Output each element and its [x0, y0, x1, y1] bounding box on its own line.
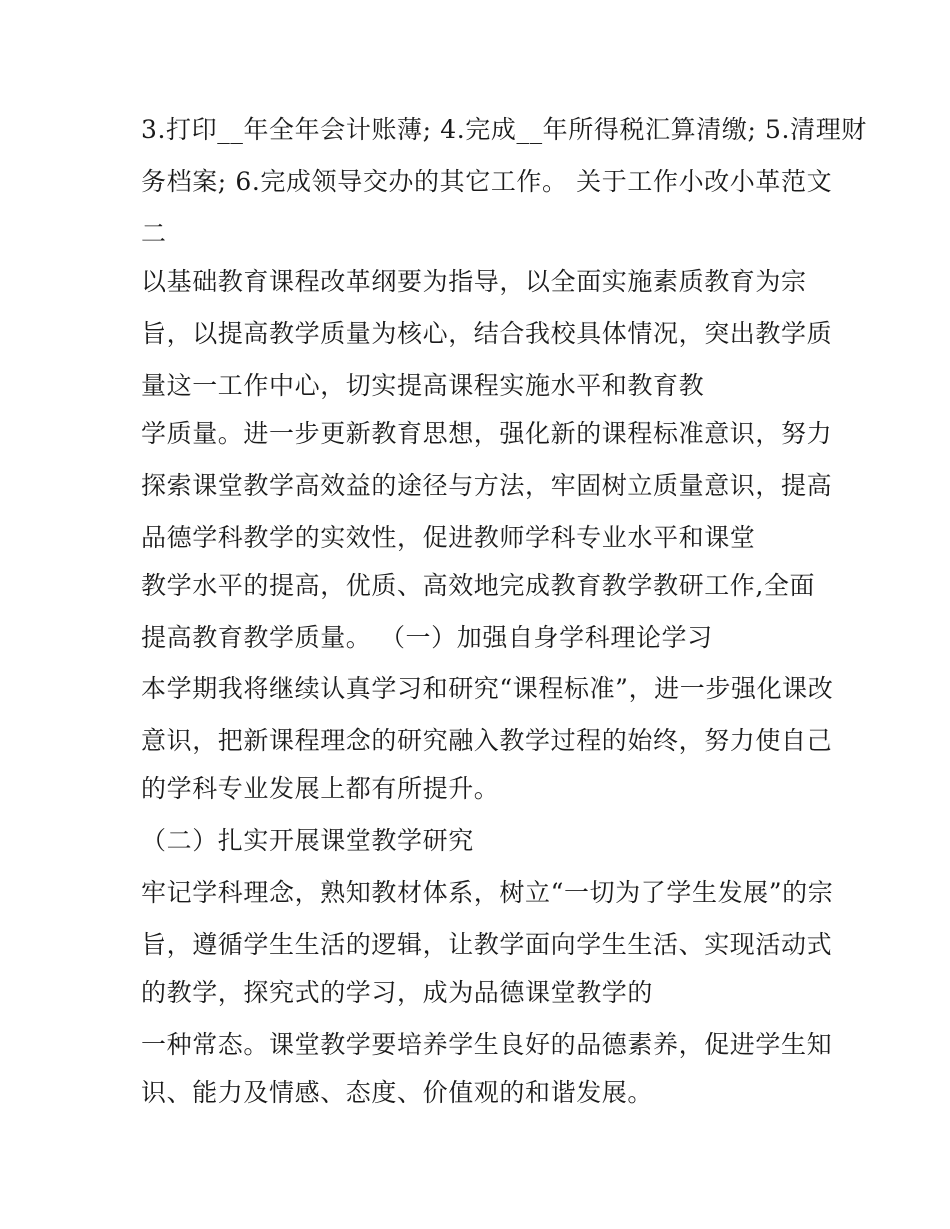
text-line: 的学科专业发展上都有所提升。 — [141, 774, 500, 803]
text-line: 品德学科教学的实效性，促进教师学科专业水平和课堂 — [141, 523, 756, 552]
text-line: 本学期我将继续认真学习和研究“课程标准”，进一步强化课改 — [141, 674, 834, 703]
text-line: 一种常态。课堂教学要培养学生良好的品德素养，促进学生知 — [141, 1030, 833, 1059]
section-heading: （二）扎实开展课堂教学研究 — [141, 826, 474, 855]
text-line: 探索课堂教学高效益的途径与方法，牢固树立质量意识，提高 — [141, 471, 833, 500]
text-line: 务档案; 6.完成领导交办的其它工作。 关于工作小改小革范文 — [141, 167, 833, 196]
text-line: 以基础教育课程改革纲要为指导，以全面实施素质教育为宗 — [141, 267, 807, 296]
text-line: 识、能力及情感、态度、价值观的和谐发展。 — [141, 1078, 654, 1107]
text-line: 旨，遵循学生生活的逻辑，让教学面向学生生活、实现活动式 — [141, 930, 833, 959]
text-line: 3.打印__年全年会计账薄; 4.完成__年所得税汇算清缴; 5.清理财 — [141, 115, 867, 144]
text-line: 教学水平的提高，优质、高效地完成教育教学教研工作,全面 — [141, 571, 816, 600]
text-line: 意识，把新课程理念的研究融入教学过程的始终，努力使自己 — [141, 726, 833, 755]
text-line: 旨，以提高教学质量为核心，结合我校具体情况，突出教学质 — [141, 319, 833, 348]
text-line: 提高教育教学质量。 （一）加强自身学科理论学习 — [141, 623, 713, 652]
text-line: 量这一工作中心，切实提高课程实施水平和教育教 — [141, 371, 705, 400]
text-line: 的教学，探究式的学习，成为品德课堂教学的 — [141, 978, 654, 1007]
text-line: 二 — [141, 219, 167, 248]
text-line: 牢记学科理念，熟知教材体系，树立“一切为了学生发展”的宗 — [141, 878, 834, 907]
text-line: 学质量。进一步更新教育思想，强化新的课程标准意识，努力 — [141, 419, 833, 448]
